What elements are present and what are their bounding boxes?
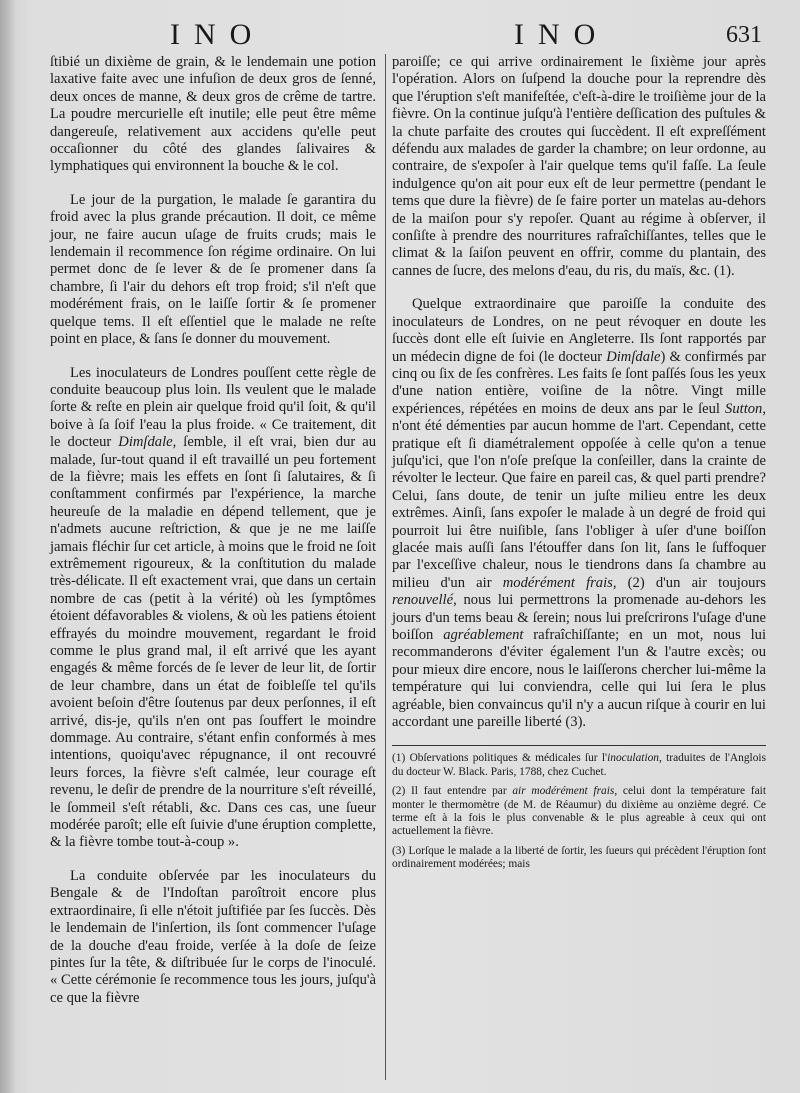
text-run: ) & confirmés par cinq ou ſix de ſes confrères. Les faits ſe ſont paſſés ſous les yeux d'une nation entière, voiſine de la nôtre. Vingt mille expériences, répétées en moins de deux ans par le ſeul — [392, 348, 766, 417]
text-run: , n'ont été démenties par aucun homme de l'art. Cependant, cette pratique eſt ſi diamétralement oppoſée à celle qu'on a tenue juſqu'ici, que l'on n'oſe preſque la conſeiller, dans la crainte de révolter le lecteur. Que faire en pareil cas, & quel parti prendre? Celui, ſans doute, de tenir un juſte milieu entre les deux extrêmes. Ainſi, ſans expoſer le malade à un degré de froid qui pourroit lui être nuiſible, ſans l'obliger à uſer d'une boiſſon glacée mais auſſi ſans l'étouffer dans ſon lit, ſans le ſuffoquer par l'exceſſive chaleur, nous le tiendrons dans ſa chambre au milieu d'un air — [392, 400, 766, 591]
italic-name: Sutton — [725, 400, 763, 417]
paragraph — [50, 365, 376, 852]
page-number: 631 — [726, 22, 762, 48]
paragraph — [392, 296, 766, 731]
text-run: , celui dont la température fait monter le thermomètre (de M. de Réaumur) du dixième au onzième degré. Ce terme eſt à la fois le plus convenable & le plus agreable à ceux qui ont actuellement la fièvre. — [392, 785, 766, 838]
italic-name: Dimſdale — [118, 434, 173, 451]
paragraph: La conduite obſervée par les inoculateurs du Bengale & de l'Indoſtan paroîtroit encore plus extraordinaire, ſi elle n'étoit juſtifiée par ſes ſuccès. Dès le lendemain de l'inſertion, ils ſont commencer l'uſage de la douche d'eau froide, verſée à la doſe de ſeize pintes ſur la tête, & diſtribuée ſur le corps de l'inoculé. « Cette cérémonie ſe recommence tous les jours, juſqu'à ce que la fièvre — [50, 867, 376, 1006]
footnote: (3) Lorſque le malade a la liberté de ſortir, les ſueurs qui précèdent l'éruption ſont ordinairement modérées; mais — [392, 844, 766, 871]
italic-phrase: inoculation — [607, 752, 659, 765]
footnote-rule — [392, 745, 766, 746]
running-head-left: INO — [170, 18, 266, 51]
paragraph: paroiſſe; ce qui arrive ordinairement le ſixième jour après l'opération. Alors on ſuſpend la douche pour la reprendre dès que l'éruption s'eſt manifeſtée, c'eſt-à-dire le troiſième jour de la fièvre. On la continue juſqu'à l'entière deſſication des puſtules & la chute parfaite des croutes qui ſuccèdent. Il eſt expreſſément défendu aux malades de garder la chambre; on leur ordonne, au contraire, de s'expoſer à l'air quelque tems qu'il faſſe. La ſeule indulgence qu'on ait pour eux eſt de leur permettre (pendant le tems que dure la fièvre) de ſe faire porter un matelas au-dehors de la maiſon pour s'y repoſer. Quant au régime à obſerver, il conſiſte à prendre des nourritures rafraîchiſſantes, telles que le climat & la ſaiſon peuvent en offrir, comme du plantain, des cannes de ſucre, des melons d'eau, du ris, du maïs, &c. (1). — [392, 54, 766, 279]
text-run: (2) Il faut entendre par — [392, 785, 513, 798]
paragraph: ſtibié un dixième de grain, & le lendemain une potion laxative faite avec une infuſion de deux gros de ſenné, deux onces de manne, & deux gros de crême de tartre. La poudre mercurielle eſt inutile; elle peut être même dangereuſe, relativement aux accidens qu'elle peut occaſionner du côté des glandes ſalivaires & lymphatiques qui environnent la bouche & le col. — [50, 54, 376, 175]
text-run: , (2) d'un air toujours — [612, 574, 766, 591]
right-column — [392, 54, 766, 878]
gutter-shadow — [0, 0, 16, 1093]
running-head-right: INO — [514, 18, 610, 51]
italic-phrase: renouvellé — [392, 592, 454, 609]
text-run: Les inoculateurs de Londres pouſſent cette règle de conduite beaucoup plus loin. Ils veulent que le malade ſorte & reſte en plein air quelque froid qu'il ſoit, & qu'il boive à ſa ſoif l'eau la plus froide. « Ce traitement, dit le docteur — [50, 364, 376, 451]
italic-phrase: modérément frais — [502, 574, 613, 591]
text-run: , nous lui permettrons la promenade au-dehors les jours d'un tems beau & ſerein; nous lui preſcrirons l'uſage d'une boiſſon — [392, 592, 766, 643]
left-column — [50, 54, 376, 1007]
footnote — [392, 785, 766, 839]
column-divider — [385, 54, 386, 1080]
text-run: (1) Obſervations politiques & médicales ſur l' — [392, 752, 608, 765]
text-run: , ſemble, il eſt vrai, bien dur au malade, ſur-tout quand il eſt travaillé un peu fortement de la fièvre; mais les effets en ſont ſi ſalutaires, & ſi conſtamment confirmés par l'expérience, la marche heureuſe de la maladie en dépend tellement, que je n'admets aucune reſtriction, & que je ne me laiſſe jamais fléchir ſur cet article, à moins que le froid ne ſoit extrêmement rigoureux, & la conſtitution du malade très-délicate. Il eſt exactement vrai, que dans un certain nombre de cas (petit à la vérité) où les ſymptômes étoient défavorables & violens, & où les patiens étoient effrayés du moindre mouvement, regardant le froid comme le plus grand mal, il eſt arrivé que les ayant engagés & même forcés de ſe lever de leur lit, de ſortir de leur chambre, dans un état de foibleſſe tel qu'ils avoient beſoin d'être ſoutenus par deux perſonnes, il eſt arrivé, dis-je, qu'ils n'en ont pas ſouffert le moindre dommage. Au contraire, s'étant enfin conformés à mes intentions, quoiqu'avec répugnance, il ont recouvré leurs forces, la fièvre s'eſt calmée, leur courage eſt revenu, le deſir de prendre de la nourriture s'eſt réveillé, le ſommeil s'eſt rétabli, &c. Dans ces cas, une ſueur modérée paroît; elle eſt ſuivie d'une éruption complette, & la fièvre tombe tout-à-coup ». — [50, 434, 377, 851]
text-run: Quelque extraordinaire que paroiſſe la conduite des inoculateurs de Londres, on ne peut révoquer en doute les ſuccès dont elle eſt ſuivie en Angleterre. Ils ſont rapportés par un médecin digne de foi (le docteur — [392, 296, 766, 365]
italic-name: Dimſdale — [606, 348, 661, 365]
text-run: , traduites de l'Anglois du docteur W. Black. Paris, 1788, chez Cuchet. — [392, 752, 767, 778]
paragraph: Le jour de la purgation, le malade ſe garantira du froid avec la plus grande précaution. Il doit, ce même jour, ne faire aucun uſage de fruits cruds; mais le lendemain il recommence ſon régime ordinaire. On lui permet donc de ſe lever & de ſe promener dans ſa chambre, ſi l'air du dehors eſt trop froid; s'il n'eſt que modérément frais, on le laiſſe ſortir & ſe promener quelque tems. Il eſt eſſentiel que le malade ne reſte point en place, & ſans ſe donner du mouvement. — [50, 191, 376, 348]
italic-phrase: air modérément frais — [512, 785, 615, 798]
footnote — [392, 752, 766, 779]
italic-phrase: agréablement — [443, 627, 524, 643]
text-run: rafraîchiſſante; en un mot, nous lui recommanderons d'éviter également l'un & l'autre excès; ou pour mieux dire encore, nous le laiſſerons chercher lui-même la température qui lui conviendra, celle qui lui ſera le plus agréable, bien convaincus qu'il n'y a aucun riſque à courir en lui accordant une pareille liberté (3). — [392, 627, 766, 731]
